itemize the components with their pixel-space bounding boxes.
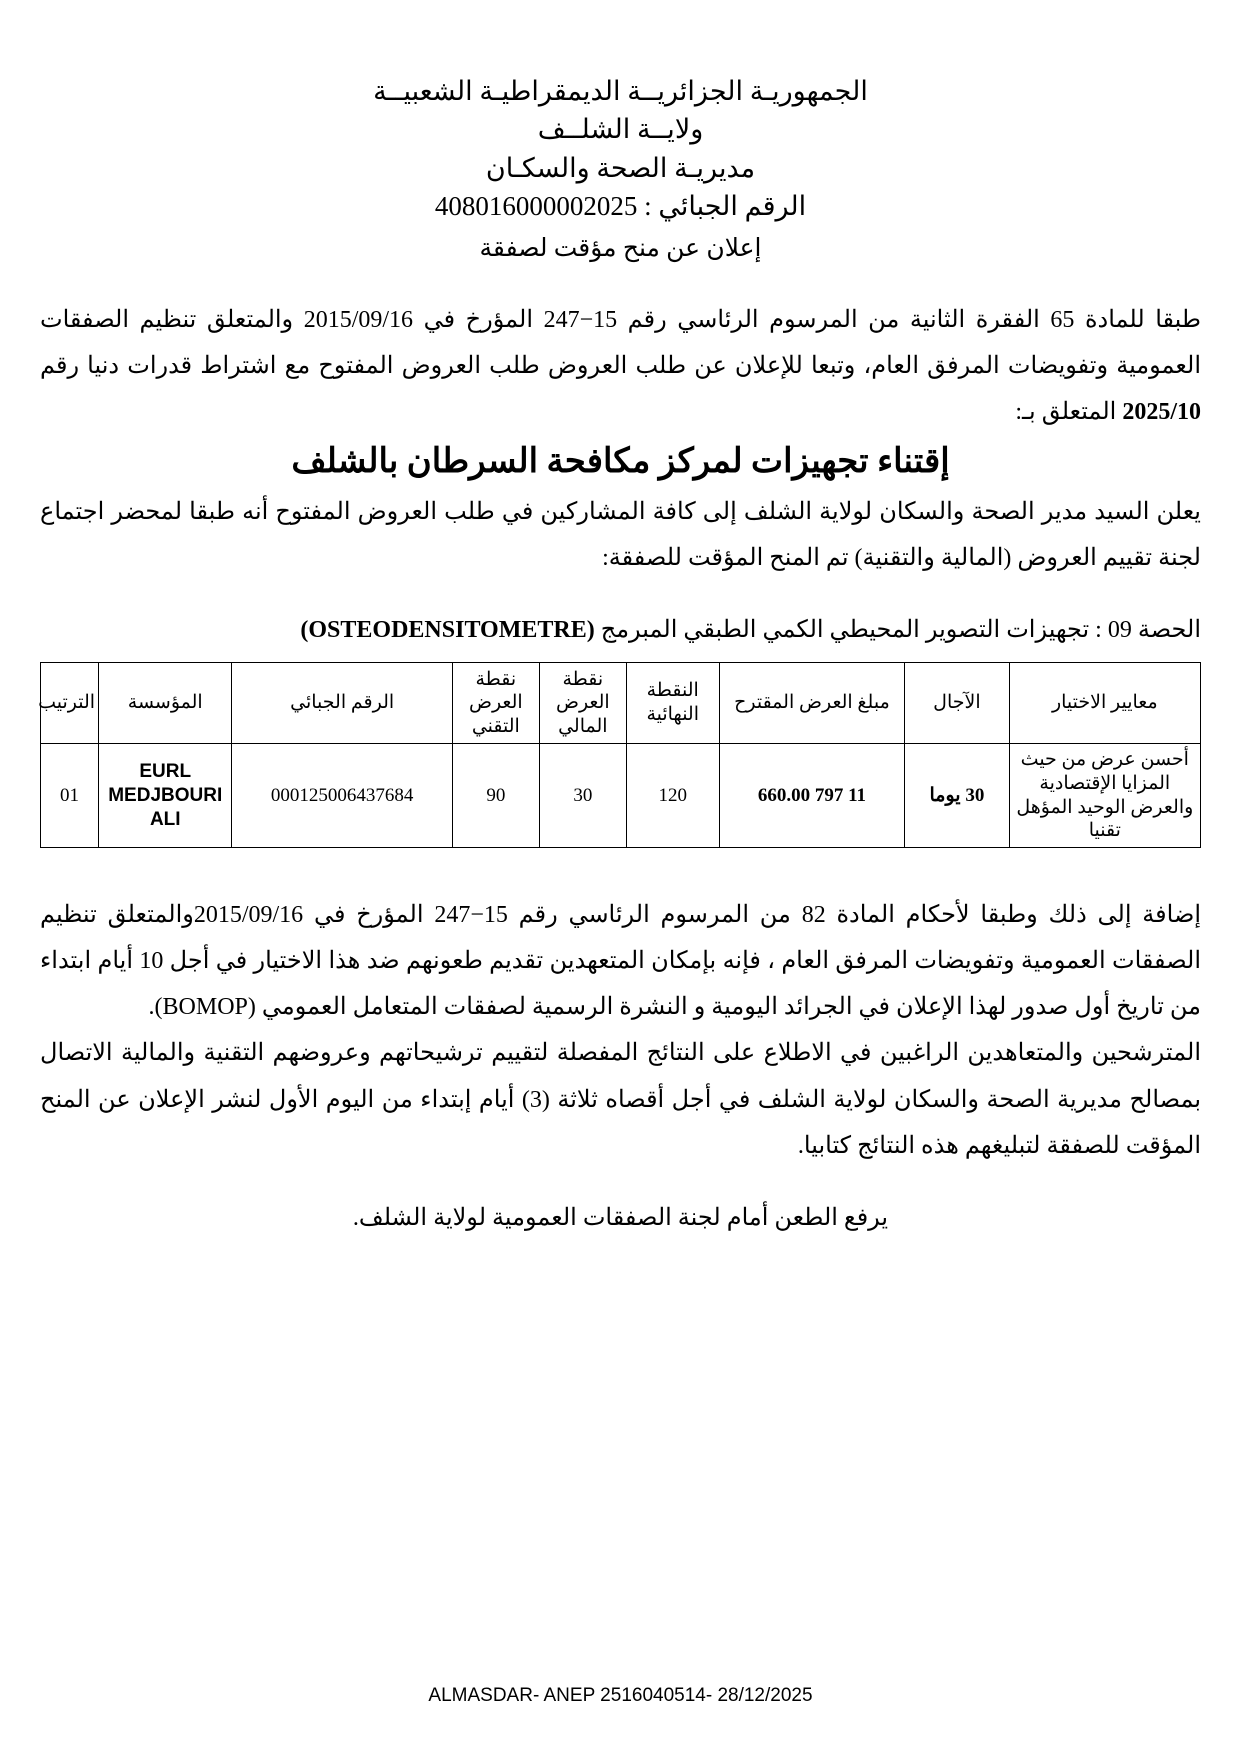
page-title: إقتناء تجهيزات لمركز مكافحة السرطان بالشلف xyxy=(291,443,950,481)
header-company: المؤسسة xyxy=(99,663,232,744)
header-fiscal-id: الرقم الجبائي xyxy=(232,663,452,744)
header-financial-score: نقطة العرض المالي xyxy=(539,663,626,744)
cell-financial-score: 30 xyxy=(539,744,626,848)
lot-heading-arabic: الحصة 09 : تجهيزات التصوير المحيطي الكمي الطبقي المبرمج xyxy=(600,617,1201,644)
directorate-line: مديريـة الصحة والسكـان xyxy=(485,152,756,183)
award-results-table xyxy=(40,662,1201,848)
intro-paragraph-tail: المتعلق بـ: xyxy=(1015,398,1117,425)
header-final-score: النقطة النهائية xyxy=(626,663,719,744)
table-row xyxy=(41,744,1201,848)
table-header-row xyxy=(41,663,1201,744)
cell-rank: 01 xyxy=(41,744,99,848)
header-criteria: معايير الاختيار xyxy=(1009,663,1200,744)
announcement-kind-line: إعلان عن منح مؤقت لصفقة xyxy=(479,235,762,263)
letterhead xyxy=(40,0,1201,267)
intro-paragraph xyxy=(40,297,1201,435)
cell-criteria: أحسن عرض من حيث المزايا الإقتصادية والعرض الوحيد المؤهل تقنيا xyxy=(1009,744,1200,848)
table-header xyxy=(38,663,1201,744)
announcement-paragraph: يعلن السيد مدير الصحة والسكان لولاية الشلف إلى كافة المشاركين في طلب العروض المفتوح أنه طبقا لمحضر اجتماع لجنة تقييم العروض (المالية والتقنية) تم المنح المؤقت للصفقة: xyxy=(40,499,1201,572)
footer-reference: ALMASDAR- ANEP 2516040514- 28/12/2025 xyxy=(428,1685,813,1706)
cell-fiscal-id: 000125006437684 xyxy=(232,744,452,848)
appeal-paragraph-1: إضافة إلى ذلك وطبقا لأحكام المادة 82 من المرسوم الرئاسي رقم 15−247 المؤرخ في 2015/09/16والمتعلق تنظيم الصفقات العمومية وتفويضات المرفق العام ، فإنه بإمكان المتعهدين تقديم طعونهم ضد هذا الاختيار في أجل 10 أيام ابتداء من تاريخ أول صدور لهذا الإعلان في الجرائد اليومية و النشرة الرسمية لصفقات المتعامل العمومي (BOMOP). xyxy=(40,902,1202,1021)
header-amount: مبلغ العرض المقترح xyxy=(719,663,905,744)
cell-technical-score: 90 xyxy=(452,744,539,848)
wilaya-line: ولايــة الشلــف xyxy=(537,114,704,145)
republic-line: الجمهوريـة الجزائريــة الديمقراطيـة الشعبيــة xyxy=(373,76,868,106)
header-technical-score: نقطة العرض التقني xyxy=(452,663,539,744)
cell-delay: 30 يوما xyxy=(905,744,1009,848)
cell-amount: 11 797 660.00 xyxy=(719,744,905,848)
closing-line: يرفع الطعن أمام لجنة الصفقات العمومية لولاية الشلف. xyxy=(352,1204,889,1231)
intro-paragraph-text: طبقا للمادة 65 الفقرة الثانية من المرسوم الرئاسي رقم 15−247 المؤرخ في 2015/09/16 والمتعلق تنظيم الصفقات العمومية وتفويضات المرفق العام، وتبعا للإعلان عن طلب العروض طلب العروض المفتوح مع اشتراط قدرات دنيا رقم xyxy=(40,306,1202,379)
lot-heading xyxy=(40,615,1201,644)
header-rank: الترتيب xyxy=(41,663,99,744)
lot-heading-latin: (OSTEODENSITOMETRE) xyxy=(300,617,595,644)
appeal-paragraph-2: المترشحين والمتعاهدين الراغبين في الاطلاع على النتائج المفصلة لتقييم ترشيحاتهم وعروضهم التقنية والمالية الاتصال بمصالح مديرية الصحة والسكان لولاية الشلف في أجل أقصاه ثلاثة (3) أيام إبتداء من اليوم الأول لنشر الإعلان عن المنح المؤقت للصفقة لتبليغهم هذه النتائج كتابيا. xyxy=(40,1040,1201,1159)
intro-reference-number: 2025/10 xyxy=(1122,398,1201,425)
cell-company: EURL MEDJBOURI ALI xyxy=(99,744,232,848)
fiscal-number-line: الرقم الجبائي : 408016000002025 xyxy=(434,190,807,221)
header-delay: الآجال xyxy=(905,663,1009,744)
cell-final-score: 120 xyxy=(626,744,719,848)
table-body xyxy=(41,744,1201,848)
